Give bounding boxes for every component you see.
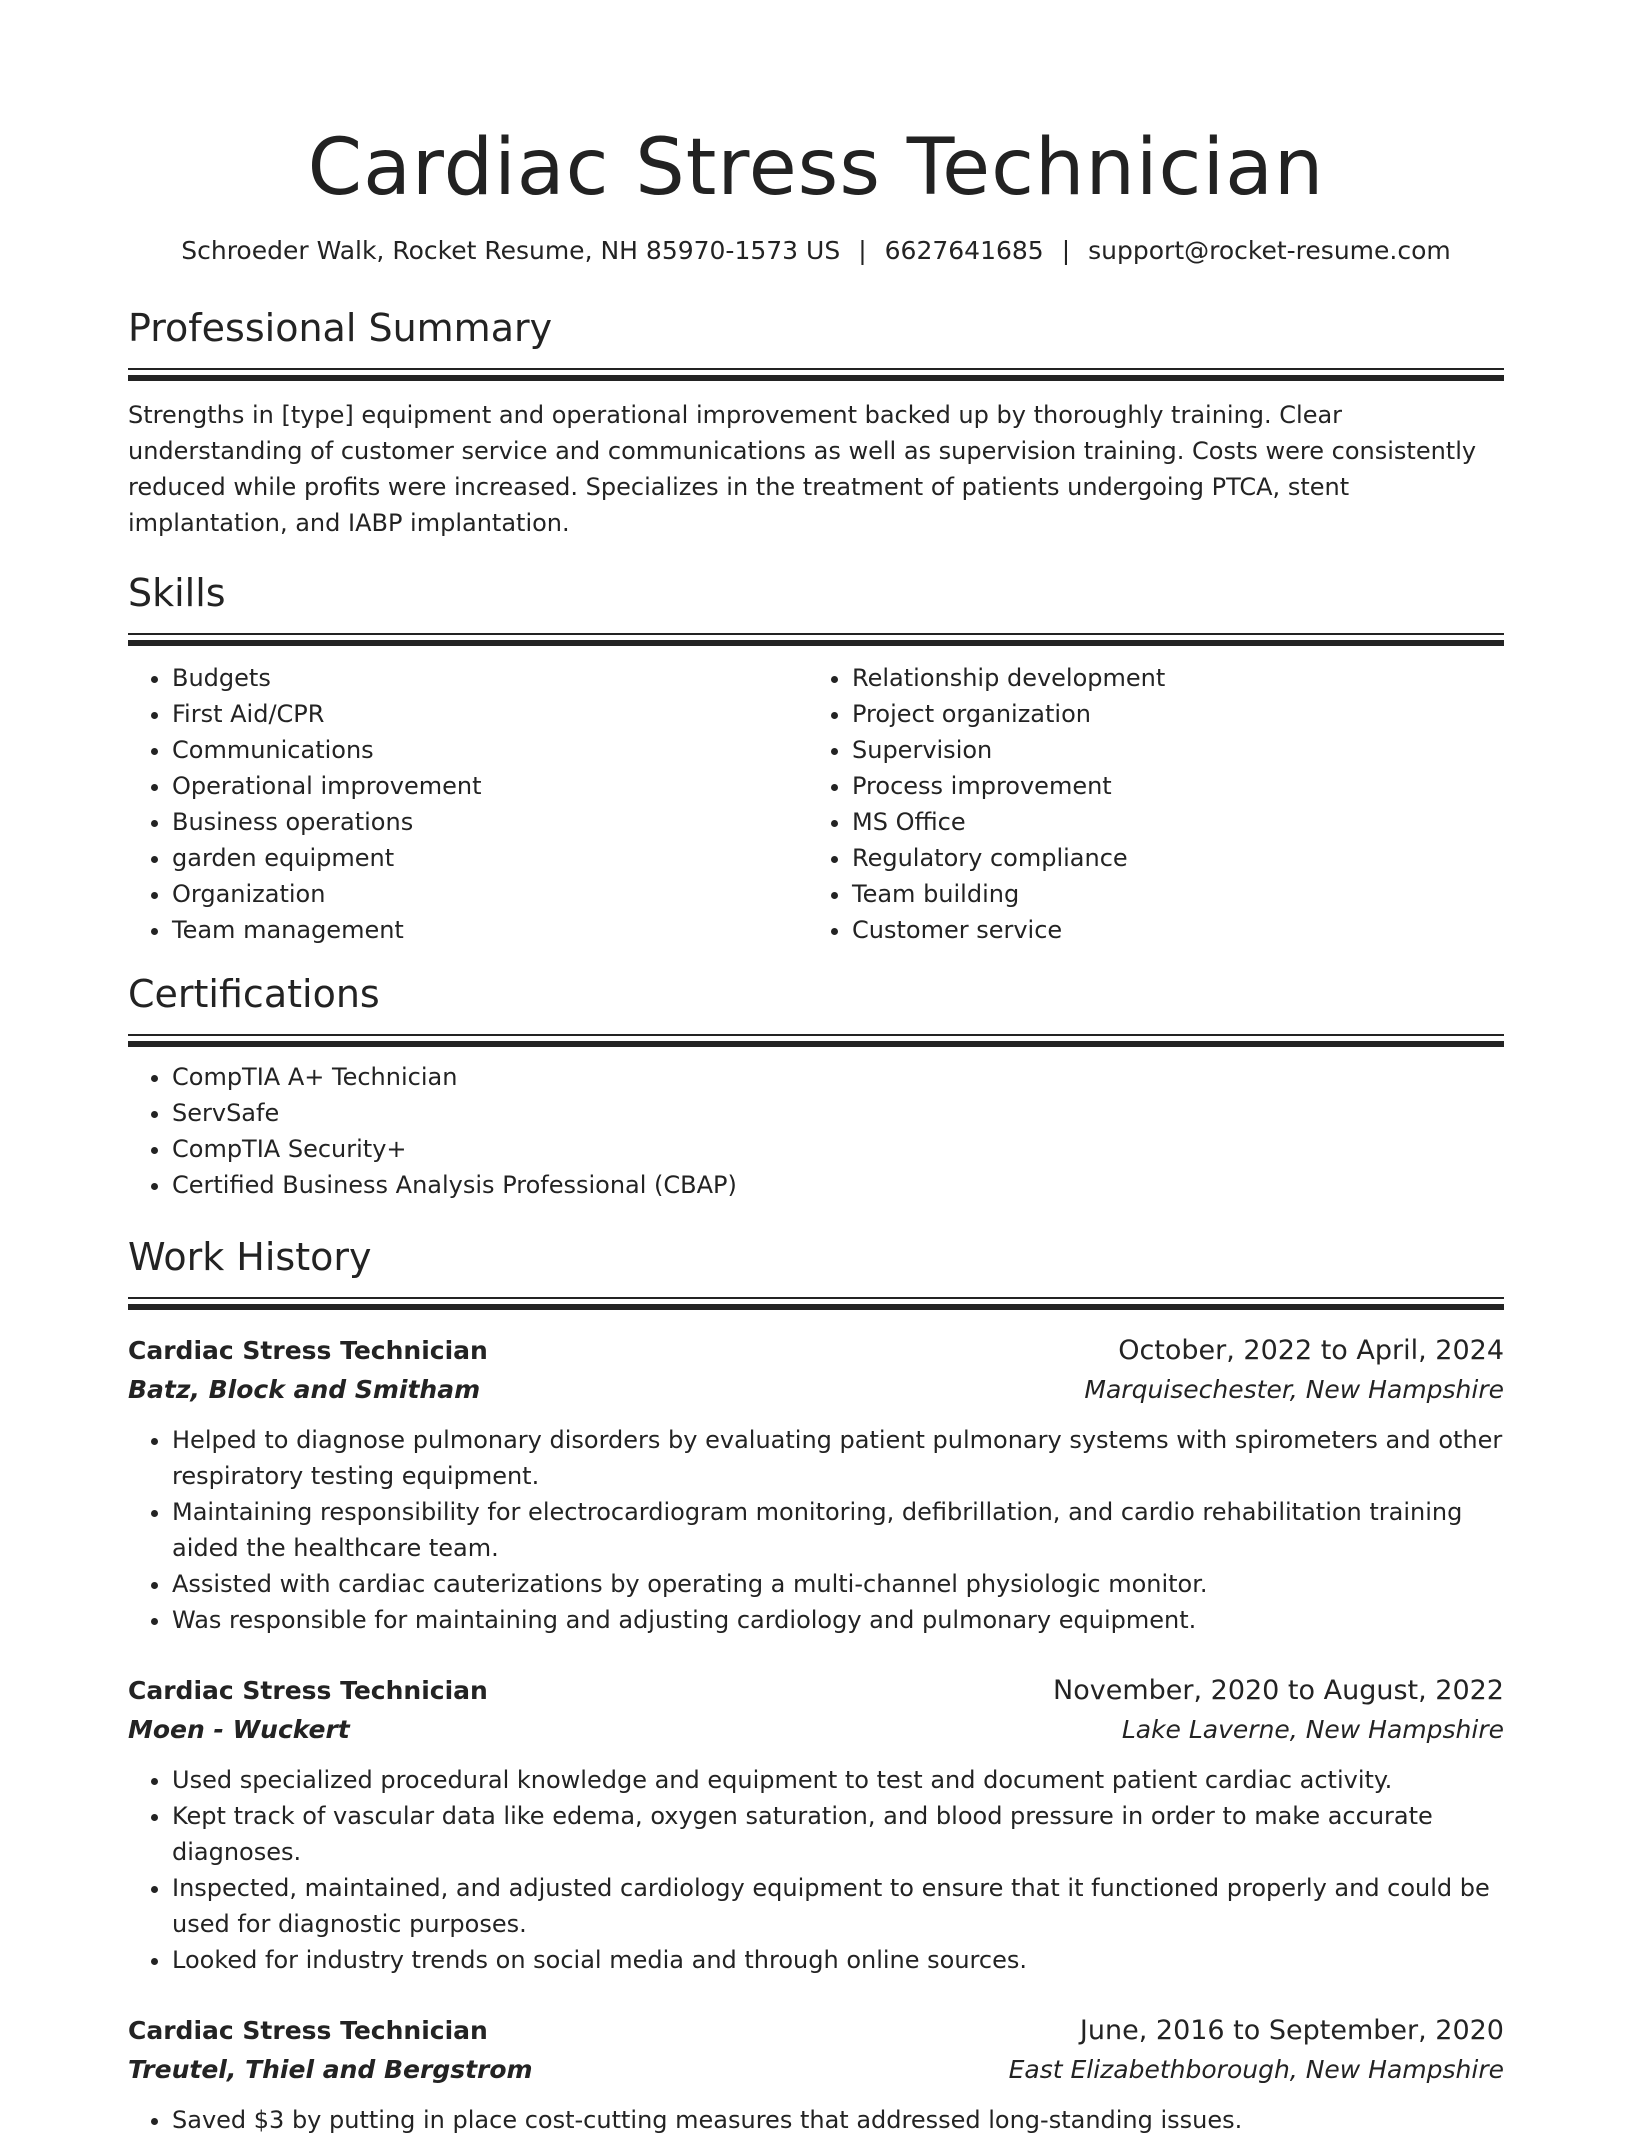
section-heading-summary: Professional Summary — [128, 306, 553, 350]
job-location: Lake Laverne, New Hampshire — [1121, 1715, 1504, 1744]
job-duty-item: • Used specialized procedural knowledge and equipment to test and document patient cardiac activity. — [172, 1762, 1504, 1798]
job-duty-item: • Assisted with cardiac cauterizations by operating a multi-channel physiologic monitor. — [172, 1566, 1504, 1602]
job-company-row — [128, 1370, 1504, 1410]
section-heading-certifications: Certifications — [128, 972, 380, 1016]
job-title-row — [128, 1332, 1504, 1370]
section-divider — [128, 633, 1504, 648]
skill-item: • Process improvement — [852, 768, 1488, 804]
job-title: Cardiac Stress Technician — [128, 1676, 488, 1705]
contact-email: support@rocket-resume.com — [1088, 236, 1451, 265]
job-title-row — [128, 1672, 1504, 1710]
job-company: Moen - Wuckert — [128, 1715, 350, 1744]
job-company: Treutel, Thiel and Bergstrom — [128, 2055, 533, 2084]
job-dates: October, 2022 to April, 2024 — [1118, 1335, 1504, 1366]
resume-title: Cardiac Stress Technician — [307, 123, 1325, 213]
skill-item: • Team management — [172, 912, 808, 948]
section-heading-skills: Skills — [128, 571, 226, 615]
skill-item: • Regulatory compliance — [852, 840, 1488, 876]
skill-item: • garden equipment — [172, 840, 808, 876]
skill-item: • Team building — [852, 876, 1488, 912]
job-duties-list — [128, 1762, 1504, 1978]
professional-summary-section — [128, 304, 1504, 541]
skill-item: • Business operations — [172, 804, 808, 840]
job-duty-item: • Saved $3 by putting in place cost-cutting measures that addressed long-standing issues. — [172, 2102, 1504, 2138]
skill-item: • Operational improvement — [172, 768, 808, 804]
contact-separator: | — [858, 236, 867, 265]
section-divider — [128, 368, 1504, 383]
skill-item: • Budgets — [172, 660, 808, 696]
job-duty-item: • Helped to diagnose pulmonary disorders by evaluating patient pulmonary systems with spirometers and other respiratory testing equipment. — [172, 1422, 1504, 1494]
job-location: East Elizabethborough, New Hampshire — [1008, 2055, 1504, 2084]
job-duty-item: • Inspected, maintained, and adjusted cardiology equipment to ensure that it functioned properly and could be used for diagnostic purposes. — [172, 1870, 1504, 1942]
job-title-row — [128, 2012, 1504, 2050]
certification-item: • CompTIA Security+ — [172, 1131, 1504, 1167]
skills-grid — [128, 660, 1504, 948]
job-duties-list — [128, 1422, 1504, 1638]
job-location: Marquisechester, New Hampshire — [1084, 1375, 1504, 1404]
section-divider — [128, 1034, 1504, 1049]
contact-separator: | — [1061, 236, 1071, 265]
skills-list-right — [808, 660, 1488, 948]
contact-phone: 6627641685 — [884, 236, 1044, 265]
job-entry — [128, 2012, 1504, 2138]
job-title: Cardiac Stress Technician — [128, 2016, 488, 2045]
job-duty-item: • Was responsible for maintaining and adjusting cardiology and pulmonary equipment. — [172, 1602, 1504, 1638]
contact-address: Schroeder Walk, Rocket Resume, NH 85970-1573 US — [181, 236, 841, 265]
skills-list-left — [128, 660, 808, 948]
resume-page — [128, 0, 1504, 2138]
section-heading-work-history: Work History — [128, 1235, 372, 1279]
job-company-row — [128, 1710, 1504, 1750]
skill-item: • Communications — [172, 732, 808, 768]
skill-item: • Relationship development — [852, 660, 1488, 696]
job-dates: June, 2016 to September, 2020 — [1079, 2015, 1504, 2046]
section-divider — [128, 1297, 1504, 1312]
job-duty-item: • Kept track of vascular data like edema, oxygen saturation, and blood pressure in order to make accurate diagnoses. — [172, 1798, 1504, 1870]
skills-column-left — [128, 660, 808, 948]
skill-item: • Customer service — [852, 912, 1488, 948]
job-dates: November, 2020 to August, 2022 — [1053, 1675, 1504, 1706]
job-company: Batz, Block and Smitham — [128, 1375, 481, 1404]
certification-item: • CompTIA A+ Technician — [172, 1059, 1504, 1095]
job-title: Cardiac Stress Technician — [128, 1336, 488, 1365]
work-history-section — [128, 1233, 1504, 2138]
contact-info — [128, 234, 1504, 268]
job-entry — [128, 1672, 1504, 1978]
certification-item: • ServSafe — [172, 1095, 1504, 1131]
certifications-section — [128, 970, 1504, 1203]
certifications-list — [128, 1059, 1504, 1203]
job-entry — [128, 1332, 1504, 1638]
job-duty-item: • Maintaining responsibility for electrocardiogram monitoring, defibrillation, and cardio rehabilitation training aided the healthcare team. — [172, 1494, 1504, 1566]
skill-item: • Project organization — [852, 696, 1488, 732]
skills-section — [128, 569, 1504, 948]
certification-item: • Certified Business Analysis Professional (CBAP) — [172, 1167, 1504, 1203]
skill-item: • Organization — [172, 876, 808, 912]
skill-item: • MS Office — [852, 804, 1488, 840]
skill-item: • First Aid/CPR — [172, 696, 808, 732]
job-company-row — [128, 2050, 1504, 2090]
job-duties-list — [128, 2102, 1504, 2138]
skills-column-right — [808, 660, 1488, 948]
skill-item: • Supervision — [852, 732, 1488, 768]
job-duty-item: • Looked for industry trends on social media and through online sources. — [172, 1942, 1504, 1978]
summary-text: Strengths in [type] equipment and operational improvement backed up by thoroughly training. Clear understanding of customer service and communications as well as supervision training. Costs were consistently reduced while profits were increased. Specializes in the treatment of patients undergoing PTCA, stent implantation, and IABP implantation. — [128, 401, 1477, 537]
